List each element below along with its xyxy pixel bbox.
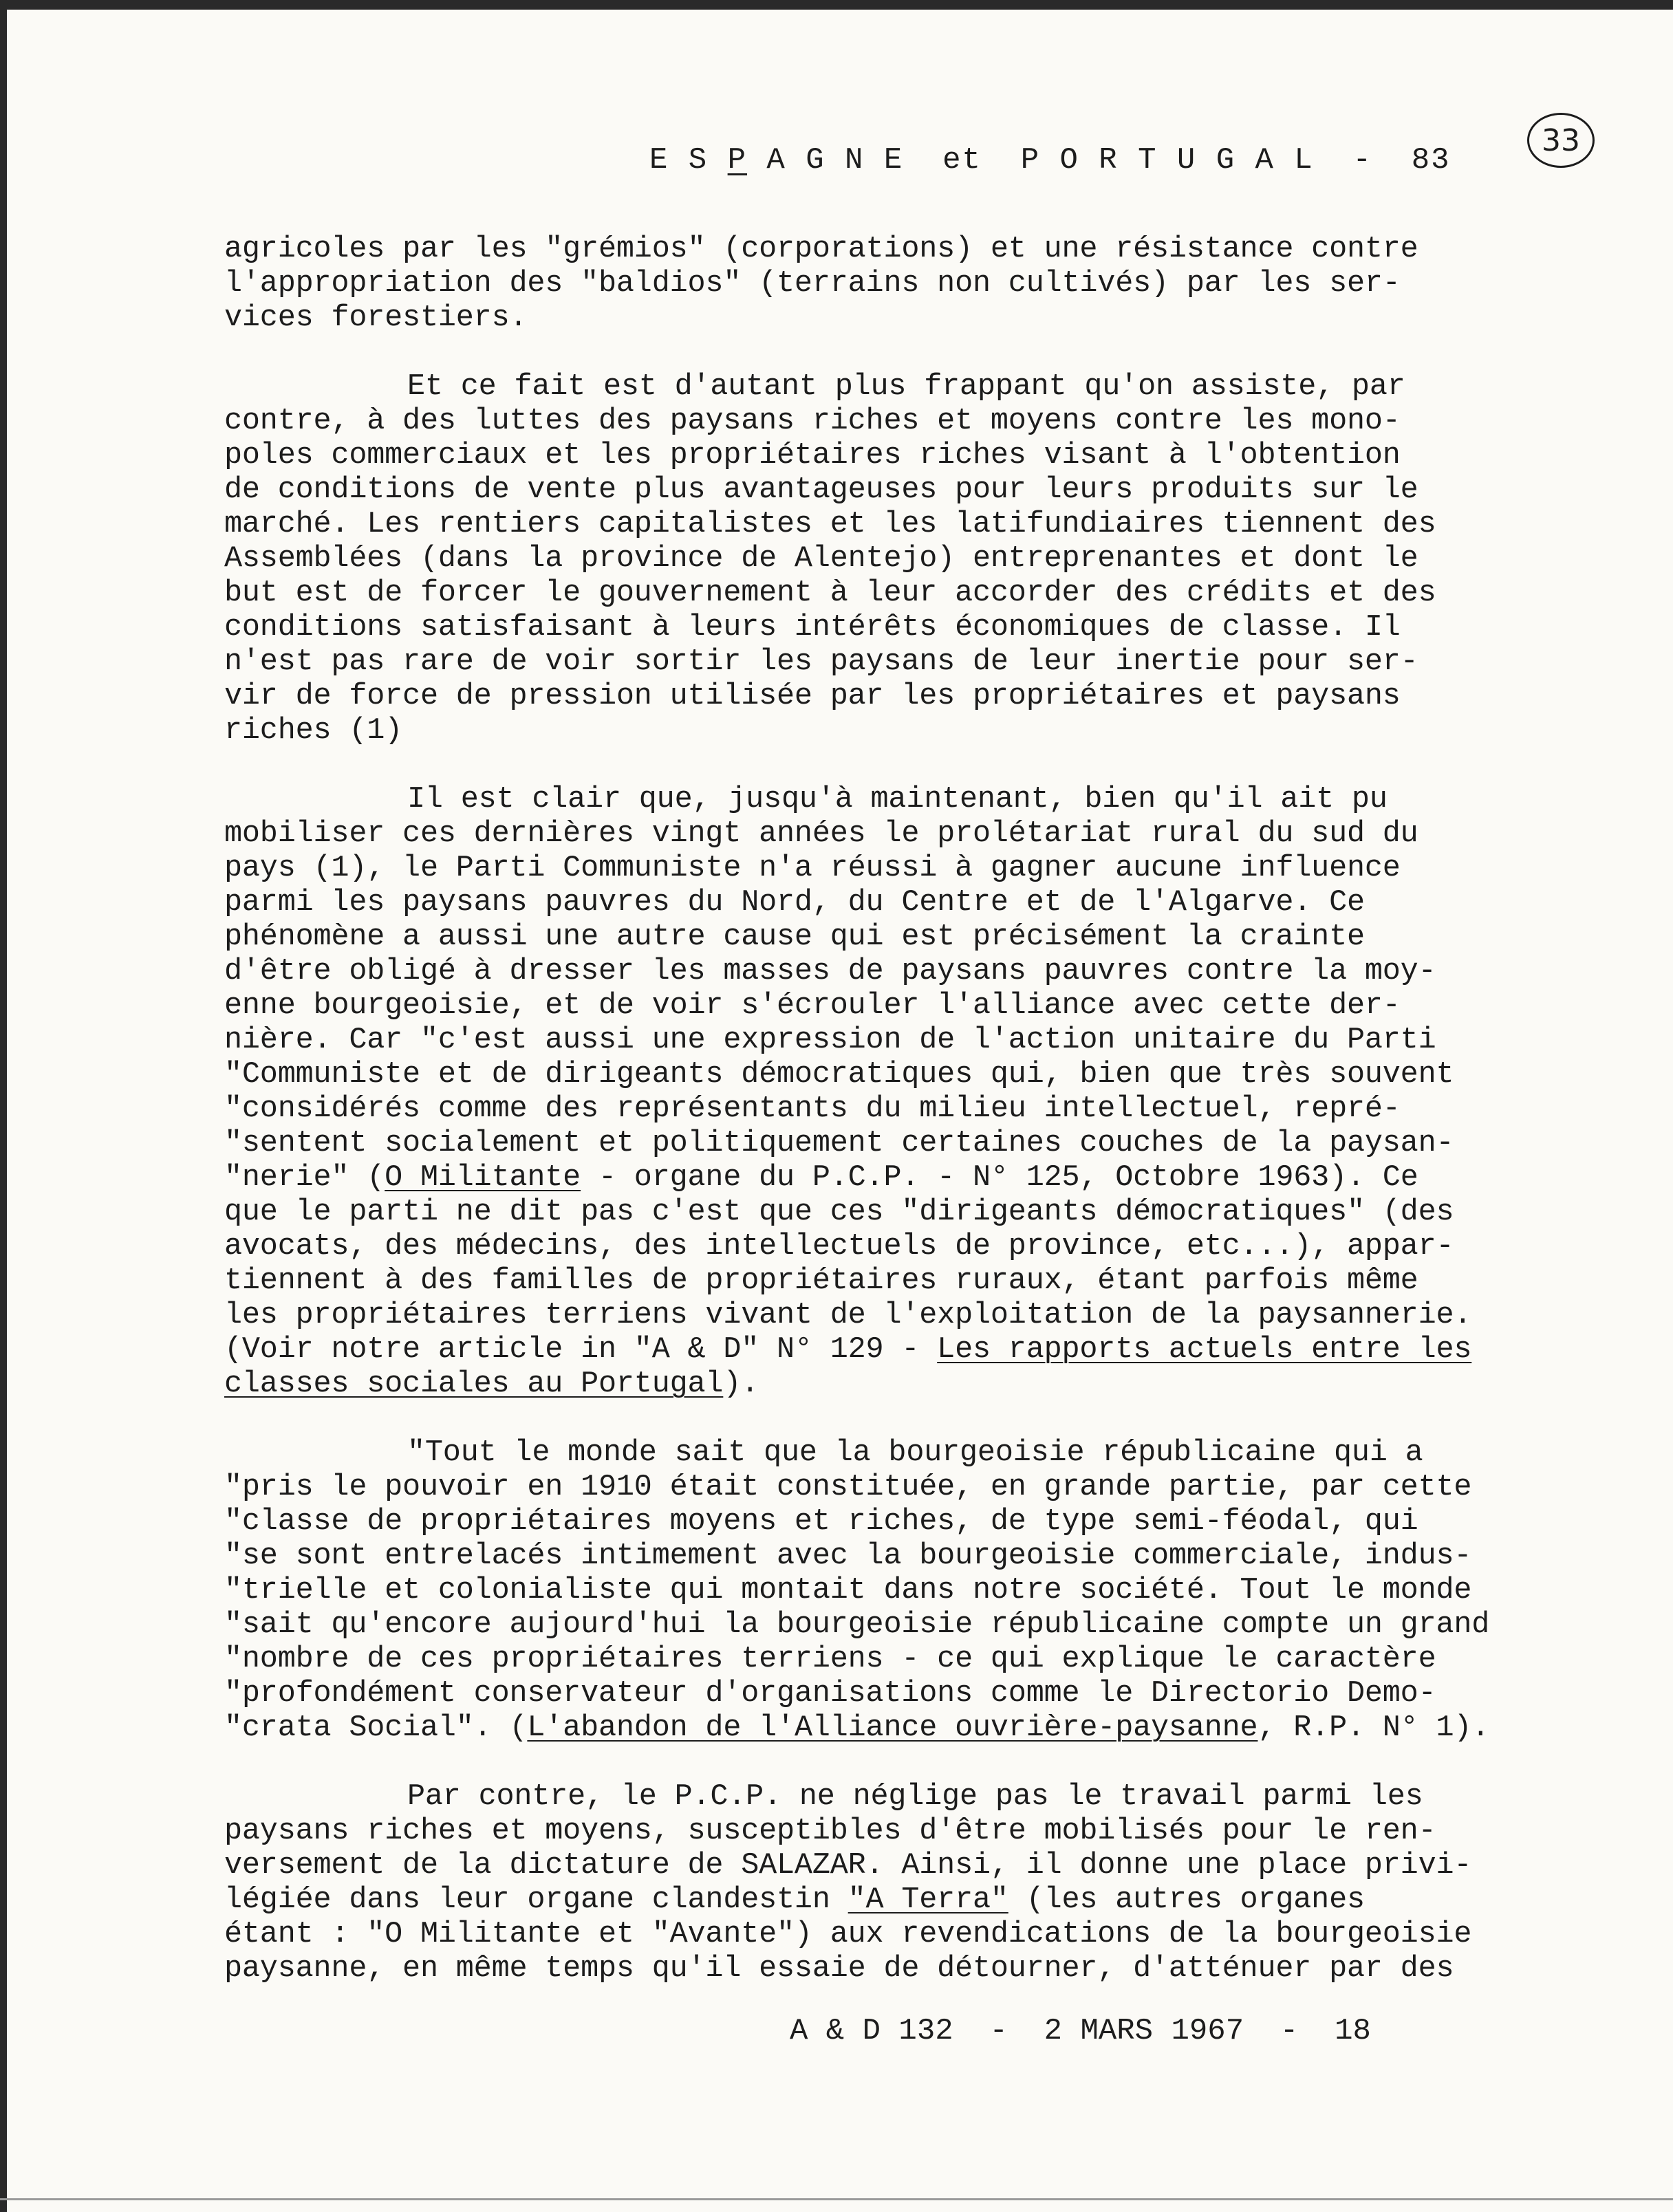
text-line [224,301,1538,336]
scan-edge-left [0,0,7,2212]
paragraph [224,783,1538,1402]
text-line [224,1539,1538,1574]
text-line [224,886,1538,920]
line-text: vir de force de pression utilisée par les propriétaires et paysans [224,680,1401,713]
text-line [224,1608,1538,1642]
text-line [224,1299,1538,1333]
text-line [224,1127,1538,1161]
line-text: but est de forcer le gouvernement à leur accorder des crédits et des [224,576,1436,610]
line-text: Par contre, le P.C.P. ne néglige pas le travail parmi les [407,1780,1423,1814]
line-text: "sentent socialement et politiquement certaines couches de la paysan- [224,1127,1454,1160]
underlined-title: Les rapports actuels entre les [937,1333,1472,1367]
line-text: "se sont entrelacés intimement avec la bourgeoisie commerciale, indus- [224,1539,1472,1573]
text-line [224,473,1538,508]
line-text: légiée dans leur organe clandestin [224,1883,848,1917]
line-text: avocats, des médecins, des intellectuels de province, etc...), appar- [224,1230,1454,1264]
line-text: pays (1), le Parti Communiste n'a réussi à gagner aucune influence [224,852,1401,885]
body-text [224,232,1538,2021]
line-text: conditions satisfaisant à leurs intérêts économiques de classe. Il [224,611,1401,644]
text-line [224,370,1538,404]
line-text: tiennent à des familles de propriétaires ruraux, étant parfois même [224,1264,1418,1298]
line-text: marché. Les rentiers capitalistes et les latifundiaires tiennent des [224,508,1436,541]
line-text: (Voir notre article in "A & D" N° 129 - [224,1333,938,1367]
text-line [224,1505,1538,1539]
line-text-after: (les autres organes [1008,1883,1365,1917]
text-line [224,1264,1538,1299]
text-line [224,989,1538,1023]
line-text: agricoles par les "grémios" (corporations) et une résistance contre [224,232,1418,266]
line-text: Assemblées (dans la province de Alentejo) entreprenantes et dont le [224,542,1418,576]
text-line [224,1436,1538,1471]
text-line [224,817,1538,852]
page-footer: A & D 132 - 2 MARS 1967 - 18 [790,2014,1371,2048]
text-line [224,1092,1538,1127]
text-line [224,542,1538,576]
text-line [224,1058,1538,1092]
paragraph [224,370,1538,748]
folio-number: 33 [1527,113,1595,168]
text-line [224,1195,1538,1230]
line-text: "Communiste et de dirigeants démocratiques qui, bien que très souvent [224,1058,1454,1092]
text-line [224,1780,1538,1814]
text-line [224,1161,1538,1195]
text-line [224,852,1538,886]
line-text: versement de la dictature de SALAZAR. Ainsi, il donne une place privi- [224,1849,1472,1883]
text-line [224,232,1538,267]
line-text: "nombre de ces propriétaires terriens - ce qui explique le caractère [224,1642,1436,1676]
text-line [224,680,1538,714]
line-text: mobiliser ces dernières vingt années le prolétariat rural du sud du [224,817,1418,851]
text-line [224,1642,1538,1677]
page-header [649,143,1451,177]
line-text: "profondément conservateur d'organisations comme le Directorio Demo- [224,1677,1436,1711]
text-line [224,508,1538,542]
text-line [224,1814,1538,1849]
text-line [224,611,1538,645]
line-text: paysans riches et moyens, susceptibles d'être mobilisés pour le ren- [224,1814,1436,1848]
text-line [224,714,1538,748]
underlined-title: O Militante [385,1161,581,1195]
header-title-prefix: E S [649,143,728,177]
line-text: phénomène a aussi une autre cause qui est précisément la crainte [224,920,1365,954]
line-text: "nerie" ( [224,1161,385,1195]
text-line [224,1711,1538,1746]
line-text: contre, à des luttes des paysans riches et moyens contre les mono- [224,404,1401,438]
line-text: "trielle et colonialiste qui montait dans notre société. Tout le monde [224,1574,1472,1607]
line-text: l'appropriation des "baldios" (terrains non cultivés) par les ser- [224,267,1401,301]
text-line [224,783,1538,817]
line-text-after: - organe du P.C.P. - N° 125, Octobre 1963). Ce [581,1161,1418,1195]
line-text: vices forestiers. [224,301,528,335]
line-text: "pris le pouvoir en 1910 était constituée, en grande partie, par cette [224,1471,1472,1504]
header-title-rest: A G N E et P O R T U G A L - 83 [747,143,1451,177]
text-line [224,1367,1538,1402]
line-text: les propriétaires terriens vivant de l'exploitation de la paysannerie. [224,1299,1472,1332]
line-text: n'est pas rare de voir sortir les paysans de leur inertie pour ser- [224,645,1418,679]
text-line [224,1849,1538,1883]
text-line [224,1230,1538,1264]
text-line [224,1471,1538,1505]
text-line [224,576,1538,611]
text-line [224,645,1538,680]
underlined-title: classes sociales au Portugal [224,1367,724,1401]
line-text: Et ce fait est d'autant plus frappant qu'on assiste, par [407,370,1405,404]
underlined-title: L'abandon de l'Alliance ouvrière-paysanne [527,1711,1258,1745]
text-line [224,1883,1538,1918]
text-line [224,1677,1538,1711]
text-line [224,404,1538,439]
line-text: Il est clair que, jusqu'à maintenant, bien qu'il ait pu [407,783,1388,816]
line-text: d'être obligé à dresser les masses de paysans pauvres contre la moy- [224,955,1436,988]
line-text: de conditions de vente plus avantageuses pour leurs produits sur le [224,473,1418,507]
paragraph [224,232,1538,336]
text-line [224,1574,1538,1608]
line-text: "sait qu'encore aujourd'hui la bourgeoisie républicaine compte un grand [224,1608,1490,1642]
line-text: étant : "O Militante et "Avante") aux revendications de la bourgeoisie [224,1918,1472,1951]
line-text: "considérés comme des représentants du milieu intellectuel, repré- [224,1092,1401,1126]
text-line [224,439,1538,473]
scan-edge-bottom [0,2198,1673,2200]
underlined-title: "A Terra" [848,1883,1008,1917]
line-text: riches (1) [224,714,403,748]
scan-edge-top [0,0,1673,10]
line-text: que le parti ne dit pas c'est que ces "dirigeants démocratiques" (des [224,1195,1454,1229]
line-text: nière. Car "c'est aussi une expression de l'action unitaire du Parti [224,1023,1436,1057]
paragraph [224,1436,1538,1746]
header-title-underlined: P [727,143,748,177]
paragraph [224,1780,1538,1986]
line-text: "crata Social". ( [224,1711,528,1745]
line-text: parmi les paysans pauvres du Nord, du Centre et de l'Algarve. Ce [224,886,1365,920]
text-line [224,955,1538,989]
text-line [224,1918,1538,1952]
line-text: "Tout le monde sait que la bourgeoisie républicaine qui a [407,1436,1423,1470]
text-line [224,920,1538,955]
line-text: "classe de propriétaires moyens et riches, de type semi-féodal, qui [224,1505,1418,1539]
line-text: enne bourgeoisie, et de voir s'écrouler l'alliance avec cette der- [224,989,1401,1023]
line-text: paysanne, en même temps qu'il essaie de détourner, d'atténuer par des [224,1952,1454,1986]
line-text-after: , R.P. N° 1). [1258,1711,1490,1745]
text-line [224,1952,1538,1986]
text-line [224,267,1538,301]
line-text: poles commerciaux et les propriétaires riches visant à l'obtention [224,439,1401,473]
text-line [224,1333,1538,1367]
line-text-after: ). [723,1367,759,1401]
text-line [224,1023,1538,1058]
